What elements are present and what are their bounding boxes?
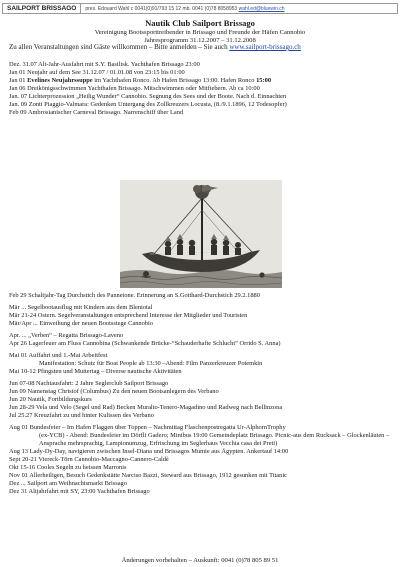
letterhead-bar [2, 3, 398, 14]
event-description: Bundesfeier – Im Hafen Flaggen über Toppen – Nachmittag Flaschenpostregatta Ur-AlphornTrophy [28, 424, 286, 431]
event-date: Mär 21-24 [9, 312, 37, 319]
event-date: Jan 01 [9, 77, 26, 84]
event-description: Zonti Piaggio-Valmara: Gedenken Untergang des Zollkreuzers Locusta, (8./9.1.1896, 12 Todesopfer) [27, 101, 287, 108]
event-row [9, 480, 393, 488]
event-date: Dez ... [9, 480, 26, 487]
event-highlight-time: 15:00 [256, 77, 272, 84]
event-date: Apr. ... „Verben“ [9, 332, 52, 339]
event-date: Jun 20 [9, 396, 26, 403]
invitation-text: Zu allen Veranstaltungen sind Gäste willkommen – Bitte anmelden – Sie auch [9, 43, 230, 51]
event-row [9, 404, 393, 412]
event-date: Dez 31 [9, 488, 28, 495]
event-description: Sailport am Weihnachtsmarkt Brissago [25, 480, 127, 487]
event-date: Jan. 09 [9, 101, 28, 108]
event-date: Nov 01 [9, 472, 28, 479]
event-description: – Regatta Brissago-Laveno [51, 332, 124, 339]
event-description: Auffahrt und 1.-Mai Arbeitfest [27, 352, 108, 359]
event-row [9, 332, 393, 340]
event-date: Dez. 31.07 [9, 61, 37, 68]
event-description: (ex-YCB) - Abend: Bundesfeier im Dörfli Gadero; Minibus 19:00 Gemeindeplatz Brissago. Picnic-aus dem Rucksack – Glockenläuten – Ansprache mehrsprachig, Lampionumzug, Erfrischung im Seglerhaus Vecchia casa dei Preti) [39, 432, 390, 447]
event-description: Namenstag Christof (Columbus) Zu den neuen Bootsanlegern des Verbano [25, 388, 219, 395]
event-row [9, 388, 393, 396]
event-row [9, 109, 393, 117]
event-row [9, 312, 393, 320]
event-date: Jan 06 [9, 85, 26, 92]
event-date: Sept 20-21 [9, 456, 37, 463]
event-description: Manifestation: Schutz für Boat People ab 13:30 –Abend: Film Panzerkreuzer Potemkin [39, 360, 263, 367]
event-row [9, 472, 393, 480]
event-row [9, 456, 393, 464]
association-subtitle: Vereinigung Bootssporttreibender in Brissago und Freunde der Häfen Cannobio [94, 29, 306, 36]
event-list-spring-to-winter [9, 292, 393, 496]
event-row [9, 77, 393, 85]
event-date: Aug 13 [9, 448, 28, 455]
event-description: Nautik, Fortbildungskurs [25, 396, 92, 403]
event-row [9, 360, 393, 368]
event-date: Jan 01 [9, 69, 26, 76]
event-date: Mai 01 [9, 352, 28, 359]
event-description: Schaltjahr-Tag Durchstich des Pannetone. Erinnerung an S.Gotthard-Durchstich 29.2.1880 [26, 292, 260, 299]
event-row [9, 85, 393, 93]
narrenschiff-illustration [120, 180, 282, 288]
event-row [9, 352, 393, 360]
event-row [9, 69, 393, 77]
event-date: Jun 28-29 [9, 404, 35, 411]
event-description: Lady-Dy-Day, navigieren zwischen Insel-Diana und Brissagos Mumie aus Ägypten. Ankertauf 14:00 [28, 448, 289, 455]
event-row [9, 340, 393, 348]
event-row [9, 380, 393, 388]
event-date: Apr 26 [9, 340, 27, 347]
event-row [9, 448, 393, 456]
event-date: Mai 10-12 [9, 368, 36, 375]
invitation-line [9, 43, 395, 51]
event-date: Feb 29 [9, 292, 27, 299]
event-description: Lagerfeuer am Fluss Cannobina (Schwankende Brücke-“Schauderhafte Schlucht” Orrido S. Anna) [26, 340, 281, 347]
event-row [9, 320, 393, 328]
event-description: Allerheiligen, Besuch Gedenkstätte Narciso Bazzi, Steward aus Brissago, 1912 gesunken mit Titanic [28, 472, 287, 479]
event-date: Mär ... [9, 304, 27, 311]
event-row [9, 368, 393, 376]
event-description: Pfingsten und Muttertag – Diverse nautische Aktivitäten [35, 368, 182, 375]
footer-note: Änderungen vorbehalten – Auskunft: 0041 (0)78 805 89 51 [121, 557, 279, 564]
event-description: Altjahrfahrt mit SY, 23:00 Yachthafen Brissago [27, 488, 150, 495]
event-description: Nachtausfahrt: 2 Jahre Seglerclub Sailport Brissago [34, 380, 169, 387]
program-period: Jahresprogramm 31.12.2007 – 31.12.2008 [144, 37, 256, 44]
event-date: Feb 09 [9, 109, 27, 116]
event-date: Jun 09 [9, 388, 26, 395]
event-highlight: Evelines Neujahrssuppe [27, 77, 93, 84]
website-link[interactable]: www.sailport-brissago.ch [229, 43, 301, 51]
event-row [9, 292, 393, 300]
letterhead-brand: SAILPORT BRISSAGO [3, 4, 81, 13]
event-date: Jun 07-08 [9, 380, 35, 387]
event-description: Viereck-Törn Cannobio-Maccagno-Cannero-Caldè [36, 456, 169, 463]
event-row [9, 464, 393, 472]
event-row [9, 304, 393, 312]
event-date: Jul 25.27 [9, 412, 33, 419]
event-description: Kreuzfahrt zu und hinter Kulissen des Verbano [32, 412, 154, 419]
event-description: Cooles Segeln zu heissen Marronis [35, 464, 127, 471]
event-list-winter [9, 61, 393, 117]
event-description: Alt-Jahr-Ausfahrt mit S.Y. Basilisk. Yachthafen Brissago 23:00 [36, 61, 200, 68]
event-row [9, 101, 393, 109]
event-date: Okt 15-16 [9, 464, 36, 471]
event-description: Neujahr auf dem See 31.12.07 / 01.01.08 von 23:15 bis 01:00 [25, 69, 185, 76]
ship-drawing [120, 180, 282, 288]
event-description: Dreikönigsschwimmen Yachthafen Brissago. Mitschwimmen oder Mitfiebern. Ab ca 10:00 [25, 85, 260, 92]
event-row [9, 432, 393, 448]
event-row [9, 412, 393, 420]
event-row [9, 93, 393, 101]
document-header [0, 18, 400, 45]
event-row [9, 424, 393, 432]
event-date: Aug 01 [9, 424, 28, 431]
event-row [9, 61, 393, 69]
event-description: Lichterprozession „Heilig Wunder“ Cannobio. Segnung des Sees und der Boote. Nach d. Einnachten [27, 93, 287, 100]
event-description: Ostern. Segelveranstaltungen entsprechend Interesse der Mitglieder und Touristen [36, 312, 248, 319]
event-row [9, 396, 393, 404]
event-description: Segelbootausflug mit Kindern aus dem Bleniotal [26, 304, 153, 311]
event-description: Ambrosianischer Carneval Brissago. Narrenschiff über Land [26, 109, 184, 116]
event-description: im Yachthafen Ronco. Ab Hafen Brissago 13:00. Hafen Ronco [92, 77, 257, 84]
letterhead-contact-text: pres. Edouard Wahl c 0041(0)91/793 15 12 mb. 0041 (0)78 8058953 [85, 5, 238, 12]
event-date: Mär/Apr ... [9, 320, 38, 327]
event-description: Einweihung der neuen Bootsstege Cannobio [37, 320, 153, 327]
letterhead-contact [81, 6, 284, 12]
event-row [9, 488, 393, 496]
event-description: Vela und Velo (Segel und Rad) Becken Muralto-Tenero-Magadino und Radweg nach Bellinzona [34, 404, 283, 411]
letterhead-email-link[interactable]: wahl.ed@bluewin.ch [238, 5, 285, 12]
club-title: Nautik Club Sailport Brissago [145, 18, 255, 28]
event-date: Jan. 07 [9, 93, 28, 100]
